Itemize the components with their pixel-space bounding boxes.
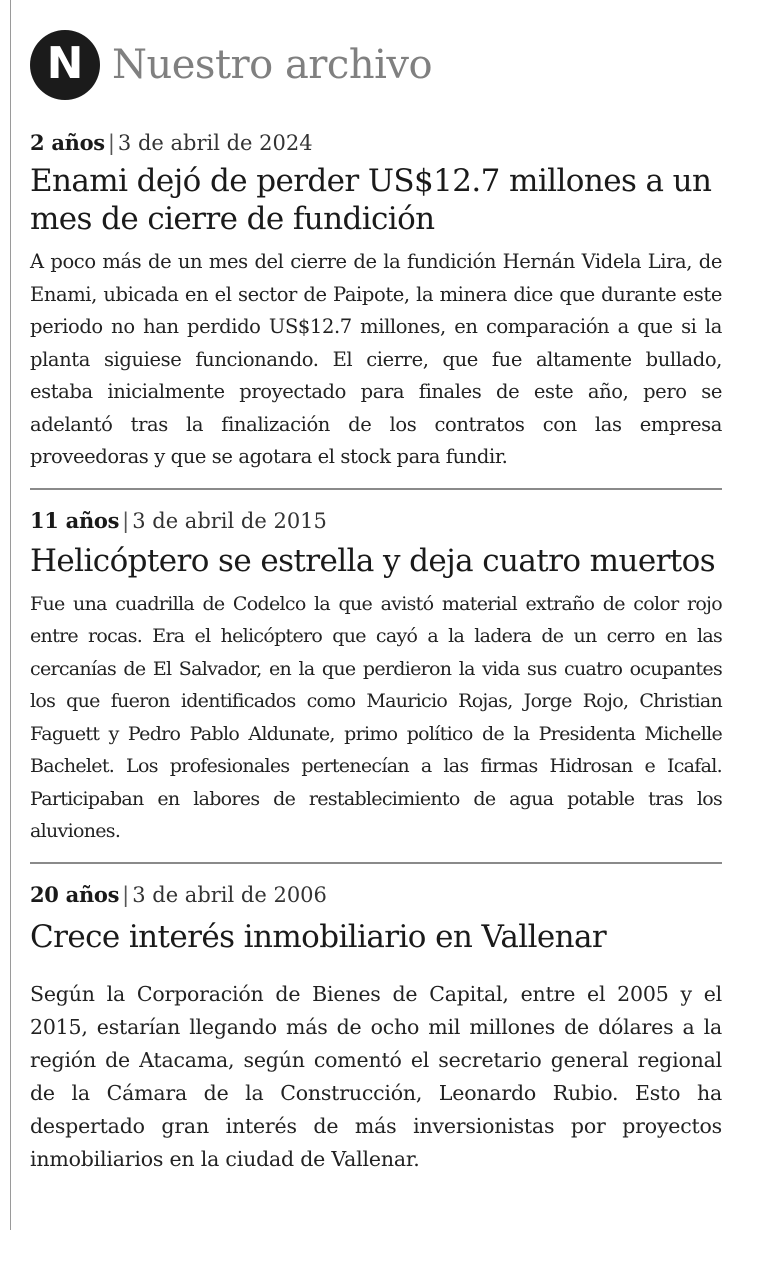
archive-item [30, 128, 722, 474]
kicker-separator: | [122, 508, 130, 533]
item-date: 3 de abril de 2006 [132, 882, 327, 907]
archive-item [30, 506, 722, 848]
item-headline: Helicóptero se estrella y deja cuatro muertos [30, 542, 716, 579]
years-ago: 2 años [30, 130, 105, 155]
item-headline: Enami dejó de perder US$12.7 millones a un mes de cierre de fundición [30, 163, 712, 237]
item-date: 3 de abril de 2024 [117, 131, 313, 155]
archive-section [30, 22, 722, 1176]
archive-item [30, 880, 722, 1176]
item-kicker [30, 128, 722, 158]
logo-letter: N [46, 38, 84, 89]
kicker-separator: | [122, 882, 130, 907]
item-kicker [30, 880, 722, 910]
years-ago: 11 años [30, 507, 120, 533]
item-kicker [30, 506, 722, 536]
item-body: A poco más de un mes del cierre de la fundición Hernán Videla Lira, de Enami, ubicada en el sector de Paipote, la minera dice que durante este periodo no han perdido US$12.7 millones, en comparación a que si la planta siguiese funcionando. El cierre, que fue altamente bullado, estaba inicialmente proyectado para finales de este año, pero se adelantó tras la finalización de los contratos con las empresa proveedoras y que se agotara el stock para fundir. [30, 250, 722, 468]
item-date: 3 de abril de 2015 [132, 508, 327, 533]
item-divider [30, 862, 722, 864]
item-body: Según la Corporación de Bienes de Capital, entre el 2005 y el 2015, estarían llegando más de ocho mil millones de dólares a la región de Atacama, según comentó el secretario general regional de la Cámara de la Construcción, Leonardo Rubio. Esto ha despertado gran interés de más inversionistas por proyectos inmobiliarios en la ciudad de Vallenar. [30, 981, 722, 1171]
item-body: Fue una cuadrilla de Codelco la que avistó material extraño de color rojo entre rocas. Era el helicóptero que cayó a la ladera de un cerro en las cercanías de El Salvador, en la que perdieron la vida sus cuatro ocupantes los que fueron identificados como Mauricio Rojas, Jorge Rojo, Christian Faguett y Pedro Pablo Aldunate, primo político de la Presidenta Michelle Bachelet. Los profesionales pertenecían a las firmas Hidrosan e Icafal. Participaban en labores de restablecimiento de agua potable tras los aluviones. [30, 592, 722, 842]
page-margin-rule [10, 0, 11, 1230]
years-ago: 20 años [30, 881, 120, 907]
kicker-separator: | [107, 131, 115, 155]
newspaper-logo-icon [30, 30, 100, 100]
section-header [30, 22, 722, 108]
item-divider [30, 488, 722, 490]
item-headline: Crece interés inmobiliario en Vallenar [30, 918, 607, 955]
section-title: Nuestro archivo [112, 42, 433, 88]
